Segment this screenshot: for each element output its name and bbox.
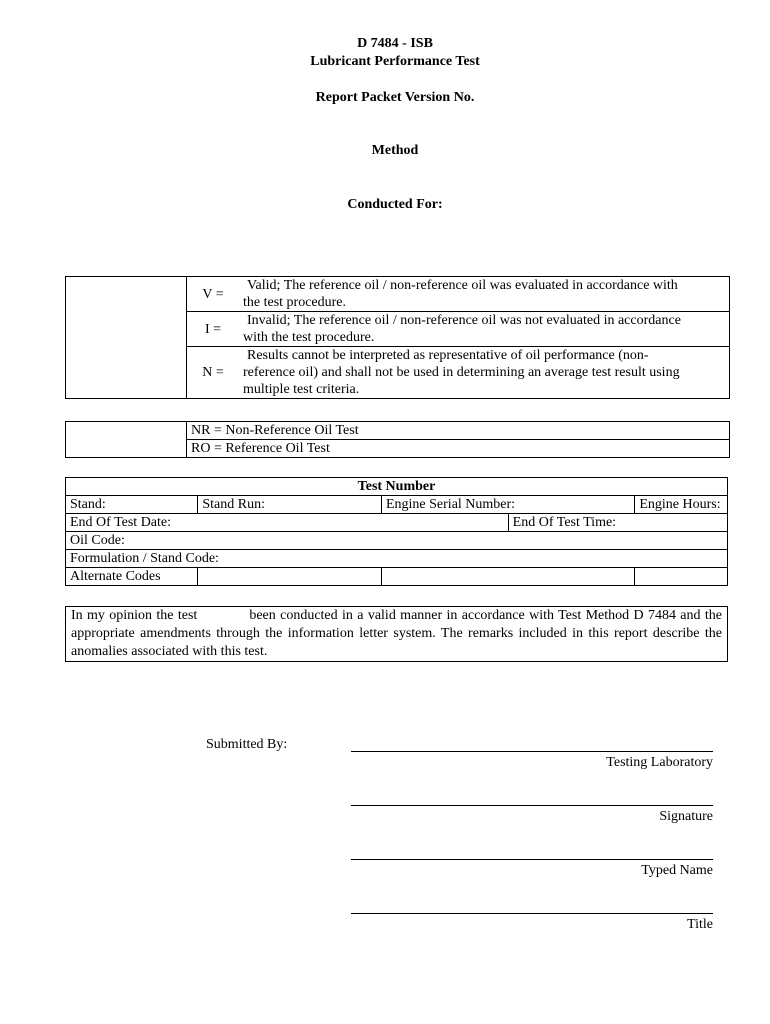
opinion-statement	[65, 606, 728, 662]
legend-description-rest: the test procedure.	[243, 295, 347, 310]
conducted-for-label: Conducted For:	[347, 197, 443, 212]
engine-serial-field[interactable]: Engine Serial Number:	[381, 496, 634, 514]
legend-description-rest: with the test procedure.	[243, 330, 375, 345]
legend-description	[239, 347, 730, 399]
formulation-stand-code-field[interactable]: Formulation / Stand Code:	[66, 550, 728, 568]
oil-type-blank-cell	[66, 422, 187, 458]
legend-blank-cell	[66, 277, 187, 399]
oil-type-ro: RO = Reference Oil Test	[187, 440, 730, 458]
legend-description-line1: Results cannot be interpreted as representative of oil performance (non-	[247, 348, 649, 363]
typed-name-line[interactable]	[351, 859, 713, 860]
oil-code-field[interactable]: Oil Code:	[66, 532, 728, 550]
end-of-test-date-field[interactable]: End Of Test Date:	[66, 514, 509, 532]
stand-field[interactable]: Stand:	[66, 496, 198, 514]
title-line[interactable]	[351, 913, 713, 914]
method-label: Method	[371, 143, 419, 158]
typed-name-label: Typed Name	[641, 863, 713, 878]
alternate-code-cell[interactable]	[198, 568, 382, 586]
validity-legend-table	[65, 276, 730, 399]
testing-laboratory-label: Testing Laboratory	[606, 755, 713, 770]
alternate-code-cell[interactable]	[635, 568, 728, 586]
test-number-label: Test Number	[66, 478, 728, 496]
submitted-by-label: Submitted By:	[206, 737, 288, 752]
legend-description	[239, 312, 730, 347]
engine-hours-field[interactable]: Engine Hours:	[635, 496, 728, 514]
legend-description	[239, 277, 730, 312]
end-of-test-time-field[interactable]: End Of Test Time:	[508, 514, 727, 532]
title-label: Title	[687, 917, 713, 932]
testing-laboratory-line[interactable]	[351, 751, 713, 752]
legend-description-line1: Valid; The reference oil / non-reference oil was evaluated in accordance with	[247, 278, 678, 293]
legend-code: N =	[187, 347, 240, 399]
oil-type-table	[65, 421, 730, 458]
legend-code: I =	[187, 312, 240, 347]
opinion-text-start: In my opinion the test	[71, 608, 198, 623]
test-info-table	[65, 477, 728, 586]
stand-run-field[interactable]: Stand Run:	[198, 496, 382, 514]
packet-version-label: Report Packet Version No.	[315, 90, 475, 105]
opinion-text-end: been conducted in a valid manner in accordance with Test Method D 7484 and the appropriate amendments through the information letter system. The remarks included in this report describe the anomalies associated with this test.	[71, 608, 722, 659]
document-title: Lubricant Performance Test	[310, 54, 480, 69]
alternate-code-cell[interactable]	[381, 568, 634, 586]
signature-line[interactable]	[351, 805, 713, 806]
oil-type-nr: NR = Non-Reference Oil Test	[187, 422, 730, 440]
legend-code: V =	[187, 277, 240, 312]
signature-label: Signature	[659, 809, 713, 824]
legend-description-rest: reference oil) and shall not be used in determining an average test result using multiple test criteria.	[243, 365, 680, 397]
alternate-codes-label: Alternate Codes	[66, 568, 198, 586]
document-code: D 7484 - ISB	[357, 36, 433, 51]
legend-description-line1: Invalid; The reference oil / non-reference oil was not evaluated in accordance	[247, 313, 681, 328]
